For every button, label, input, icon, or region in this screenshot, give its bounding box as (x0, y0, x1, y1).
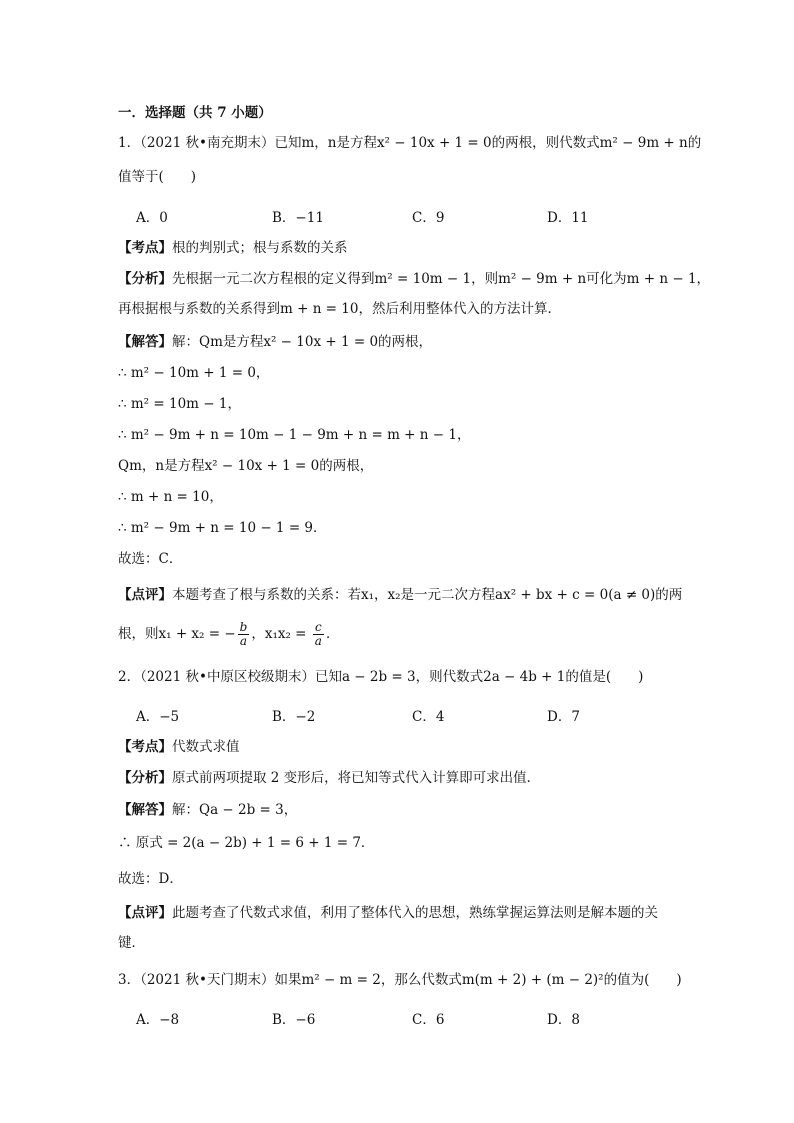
q2-fenxi-tag: 【分析】 (118, 770, 172, 786)
q3-option-d[interactable]: D．8 (547, 1012, 580, 1028)
q2-dianping-line2: 键． (118, 935, 145, 951)
q2-stem: 2．（2021 秋•中原区校级期末）已知a − 2b = 3，则代数式2a − 4b + 1的值是( ) (118, 669, 644, 685)
q1-step-2: ∴ m² = 10m − 1， (118, 396, 241, 412)
q1-fenxi-line1 (118, 269, 710, 289)
q1-dianping-tag: 【点评】 (118, 587, 172, 603)
q3-options (136, 1008, 696, 1028)
q2-kaodian (118, 737, 240, 757)
q2-jieda-line1 (118, 800, 297, 820)
q1-option-c[interactable]: C．9 (412, 210, 445, 226)
q1-dianping-line2 (118, 619, 339, 649)
q1-option-a[interactable]: A．0 (136, 210, 168, 226)
q1-jieda-text1: 解：Qm是方程x² − 10x + 1 = 0的两根， (172, 334, 433, 350)
q1-jieda-tag: 【解答】 (118, 334, 172, 350)
q2-options (136, 705, 696, 725)
q1-dianping-text2b: ，x₁x₂ = (251, 626, 311, 642)
q2-option-a[interactable]: A．−5 (136, 709, 180, 725)
q1-kaodian-text: 根的判别式；根与系数的关系 (172, 240, 348, 256)
q3-option-a[interactable]: A．−8 (136, 1012, 180, 1028)
q1-answer: 故选：C． (118, 551, 183, 567)
q3-stem: 3．（2021 秋•天门期末）如果m² − m = 2，那么代数式m(m + 2) + (m − 2)²的值为( ) (118, 972, 682, 988)
q2-fenxi-text: 原式前两项提取 2 变形后，将已知等式代入计算即可求出值． (172, 770, 541, 786)
q1-step-4: Qm，n是方程x² − 10x + 1 = 0的两根， (118, 458, 374, 474)
q3-option-c[interactable]: C．6 (412, 1012, 445, 1028)
q1-frac1-num: b (239, 620, 248, 634)
q1-options (136, 206, 696, 226)
q1-dianping-text2c: ． (325, 626, 340, 642)
q2-kaodian-text: 代数式求值 (172, 739, 240, 755)
section-title: 一．选择题（共 7 小题） (118, 105, 272, 121)
q1-option-d[interactable]: D．11 (547, 210, 589, 226)
q2-answer: 故选：D． (118, 871, 183, 887)
q1-dianping-line1 (118, 585, 682, 605)
q1-fenxi-tag: 【分析】 (118, 271, 172, 287)
q2-jieda-text1: 解：Qa − 2b = 3， (172, 802, 298, 818)
q1-step-5: ∴ m + n = 10， (118, 489, 223, 505)
q1-stem-line1: 1．（2021 秋•南充期末）已知m，n是方程x² − 10x + 1 = 0的两根，则代数式m² − 9m + n的 (118, 135, 702, 151)
q2-option-c[interactable]: C．4 (412, 709, 445, 725)
q1-kaodian (118, 238, 348, 258)
q2-option-d[interactable]: D．7 (547, 709, 580, 725)
q1-frac1-den: a (239, 634, 248, 648)
q1-frac2-num: c (313, 621, 324, 635)
q1-stem-line2: 值等于( ) (118, 169, 197, 185)
q1-kaodian-tag: 【考点】 (118, 240, 172, 256)
q2-dianping-tag: 【点评】 (118, 905, 172, 921)
q1-fraction-c-over-a (313, 621, 324, 648)
q1-step-1: ∴ m² − 10m + 1 = 0， (118, 365, 270, 381)
q1-step-6: ∴ m² − 9m + n = 10 − 1 = 9． (118, 520, 327, 536)
q2-fenxi (118, 768, 540, 788)
q1-frac2-den: a (314, 634, 322, 648)
q2-option-b[interactable]: B．−2 (272, 709, 316, 725)
q1-fenxi-line2: 再根据根与系数的关系得到m + n = 10，然后利用整体代入的方法计算． (118, 301, 561, 317)
q2-jieda-tag: 【解答】 (118, 802, 172, 818)
q1-dianping-text2a: 根，则x₁ + x₂ = − (118, 626, 236, 642)
q1-jieda-line1 (118, 332, 432, 352)
q2-kaodian-tag: 【考点】 (118, 739, 172, 755)
q2-dianping-line1 (118, 903, 658, 923)
q3-option-b[interactable]: B．−6 (272, 1012, 316, 1028)
q1-fraction-b-over-a (238, 621, 250, 648)
q1-fenxi-text1: 先根据一元二次方程根的定义得到m² = 10m − 1，则m² − 9m + n可化为m + n − 1， (172, 271, 711, 287)
q2-jieda-line2: ∴ 原式 = 2(a − 2b) + 1 = 6 + 1 = 7． (118, 835, 375, 851)
q1-step-3: ∴ m² − 9m + n = 10m − 1 − 9m + n = m + n − 1， (118, 427, 471, 443)
q1-option-b[interactable]: B．−11 (272, 210, 324, 226)
q2-dianping-text1: 此题考查了代数式求值，利用了整体代入的思想，熟练掌握运算法则是解本题的关 (172, 905, 658, 921)
q1-dianping-text1: 本题考查了根与系数的关系：若x₁，x₂是一元二次方程ax² + bx + c = 0(a ≠ 0)的两 (172, 587, 683, 603)
